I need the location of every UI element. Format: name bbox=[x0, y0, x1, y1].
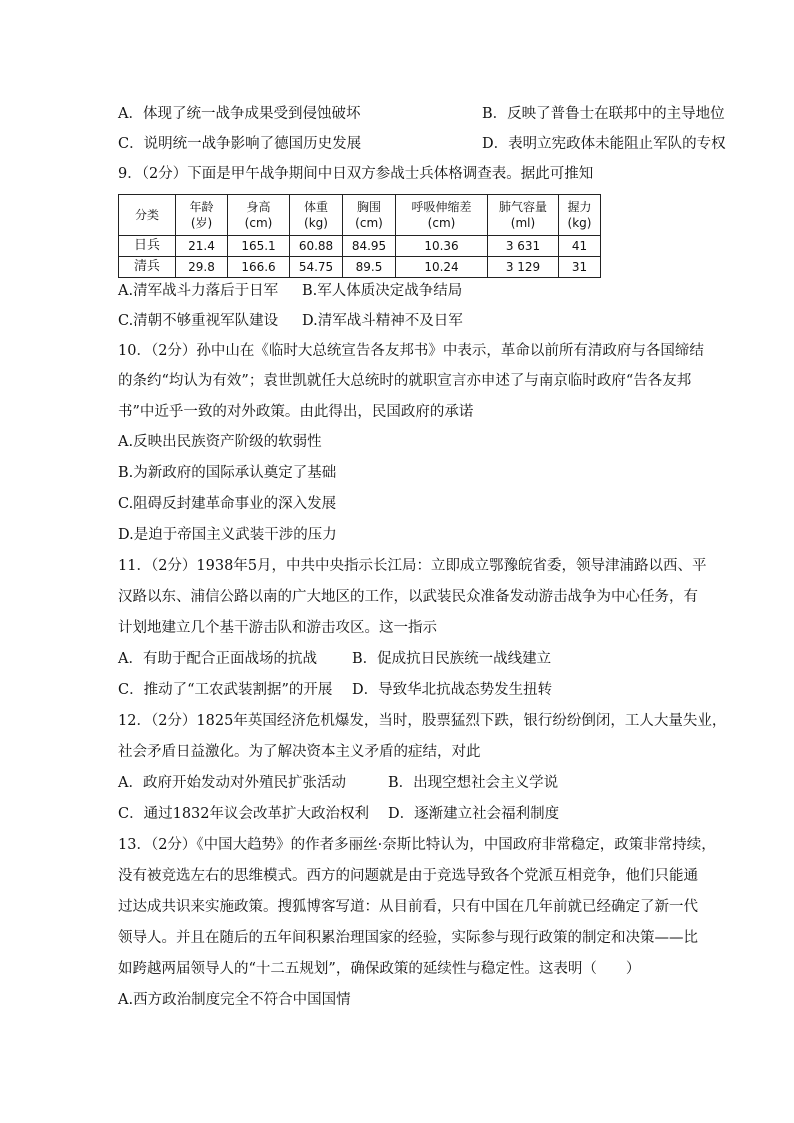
table-cell: 21.4 bbox=[176, 236, 228, 257]
table-cell: 84.95 bbox=[343, 236, 396, 257]
q11-stem-line-3: 计划地建立几个基干游击队和游击攻区。这一指示 bbox=[118, 620, 437, 636]
table-row bbox=[119, 257, 601, 278]
q12-option-d: D．逐渐建立社会福利制度 bbox=[388, 806, 560, 822]
q9-options-row-2 bbox=[118, 311, 463, 331]
q9-option-b: B.军人体质决定战争结局 bbox=[302, 283, 463, 299]
q9-options-row-1 bbox=[118, 281, 463, 301]
soldier-physique-table bbox=[118, 194, 601, 278]
q12-options-row-2 bbox=[118, 804, 560, 824]
q8-option-b: B．反映了普鲁士在联邦中的主导地位 bbox=[482, 106, 725, 122]
table-header-cell: 胸围 (cm) bbox=[343, 195, 396, 236]
table-header-cell: 年龄 (岁) bbox=[176, 195, 228, 236]
table-header-cell: 握力 (kg) bbox=[559, 195, 601, 236]
table-header-cell: 体重 (kg) bbox=[290, 195, 343, 236]
q11-option-d: D．导致华北抗战态势发生扭转 bbox=[352, 682, 553, 698]
q11-option-a: A．有助于配合正面战场的抗战 bbox=[118, 651, 317, 667]
q11-stem-line-1: 11．（2分）1938年5月，中共中央指示长江局：立即成立鄂豫皖省委，领导津浦路以西、平 bbox=[118, 558, 707, 574]
q12-option-a: A．政府开始发动对外殖民扩张活动 bbox=[118, 775, 346, 791]
table-cell: 29.8 bbox=[176, 257, 228, 278]
q13-stem-line-4: 领导人。并且在随后的五年间积累治理国家的经验，实际参与现行政策的制定和决策——比 bbox=[118, 930, 698, 946]
q8-option-c: C．说明统一战争影响了德国历史发展 bbox=[118, 136, 362, 152]
q12-option-c: C．通过1832年议会改革扩大政治权利 bbox=[118, 806, 369, 822]
q9-option-a: A.清军战斗力落后于日军 bbox=[118, 283, 279, 299]
table-cell: 3 631 bbox=[488, 236, 559, 257]
table-cell: 3 129 bbox=[488, 257, 559, 278]
table-header-row bbox=[119, 195, 601, 236]
table-cell: 60.88 bbox=[290, 236, 343, 257]
table-cell: 10.24 bbox=[396, 257, 488, 278]
q11-option-c: C．推动了“工农武装割据”的开展 bbox=[118, 682, 333, 698]
table-cell: 89.5 bbox=[343, 257, 396, 278]
q10-stem-line-1: 10．（2分）孙中山在《临时大总统宣告各友邦书》中表示，革命以前所有清政府与各国缔结 bbox=[118, 343, 704, 359]
q12-stem-line-1: 12．（2分）1825年英国经济危机爆发，当时，股票猛烈下跌，银行纷纷倒闭，工人大量失业， bbox=[118, 713, 727, 729]
table-header-cell: 肺气容量 (ml) bbox=[488, 195, 559, 236]
table-cell: 10.36 bbox=[396, 236, 488, 257]
table-cell: 41 bbox=[559, 236, 601, 257]
q13-option-a: A.西方政治制度完全不符合中国国情 bbox=[118, 992, 351, 1008]
q9-option-d: D.清军战斗精神不及日军 bbox=[302, 313, 463, 329]
q13-stem-line-1: 13．（2分）《中国大趋势》的作者多丽丝·奈斯比特认为，中国政府非常稳定，政策非常持续， bbox=[118, 837, 716, 853]
q10-stem-line-2: 的条约“均认为有效”；袁世凯就任大总统时的就职宣言亦申述了与南京临时政府“告各友邦 bbox=[118, 373, 692, 389]
q10-option-a: A.反映出民族资产阶级的软弱性 bbox=[118, 434, 322, 450]
q10-option-d: D.是迫于帝国主义武装干涉的压力 bbox=[118, 527, 337, 543]
table-header-cell: 分类 bbox=[119, 195, 176, 236]
q10-option-b: B.为新政府的国际承认奠定了基础 bbox=[118, 465, 337, 481]
q11-options-row-1 bbox=[118, 649, 552, 669]
table-cell: 清兵 bbox=[119, 257, 176, 278]
q11-stem-line-2: 汉路以东、浦信公路以南的广大地区的工作，以武装民众准备发动游击战争为中心任务，有 bbox=[118, 589, 698, 605]
q12-stem-line-2: 社会矛盾日益激化。为了解决资本主义矛盾的症结，对此 bbox=[118, 744, 481, 760]
q11-option-b: B．促成抗日民族统一战线建立 bbox=[352, 651, 552, 667]
q8-options-row-1 bbox=[118, 104, 725, 124]
q13-stem-line-5: 如跨越两届领导人的“十二五规划”，确保政策的延续性与稳定性。这表明（ ） bbox=[118, 961, 641, 977]
q12-options-row-1 bbox=[118, 773, 559, 793]
q13-stem-line-3: 过达成共识来实施政策。搜狐博客写道：从目前看，只有中国在几年前就已经确定了新一代 bbox=[118, 899, 698, 915]
q8-options-row-2 bbox=[118, 134, 726, 154]
table-cell: 166.6 bbox=[228, 257, 290, 278]
table-header-cell: 呼吸伸缩差 (cm) bbox=[396, 195, 488, 236]
q8-option-d: D．表明立宪政体未能阻止军队的专权 bbox=[482, 136, 726, 152]
q11-options-row-2 bbox=[118, 680, 553, 700]
q12-option-b: B．出现空想社会主义学说 bbox=[388, 775, 559, 791]
q9-stem: 9．（2分）下面是甲午战争期间中日双方参战士兵体格调查表。据此可推知 bbox=[118, 166, 594, 182]
q10-option-c: C.阻碍反封建革命事业的深入发展 bbox=[118, 496, 337, 512]
table-cell: 31 bbox=[559, 257, 601, 278]
q9-option-c: C.清朝不够重视军队建设 bbox=[118, 313, 279, 329]
table-row bbox=[119, 236, 601, 257]
table-cell: 165.1 bbox=[228, 236, 290, 257]
q13-stem-line-2: 没有被竞选左右的思维模式。西方的问题就是由于竞选导致各个党派互相竞争，他们只能通 bbox=[118, 868, 698, 884]
table-header-cell: 身高 (cm) bbox=[228, 195, 290, 236]
q10-stem-line-3: 书”中近乎一致的对外政策。由此得出，民国政府的承诺 bbox=[118, 404, 474, 420]
table-cell: 日兵 bbox=[119, 236, 176, 257]
q8-option-a: A．体现了统一战争成果受到侵蚀破坏 bbox=[118, 106, 361, 122]
table-cell: 54.75 bbox=[290, 257, 343, 278]
